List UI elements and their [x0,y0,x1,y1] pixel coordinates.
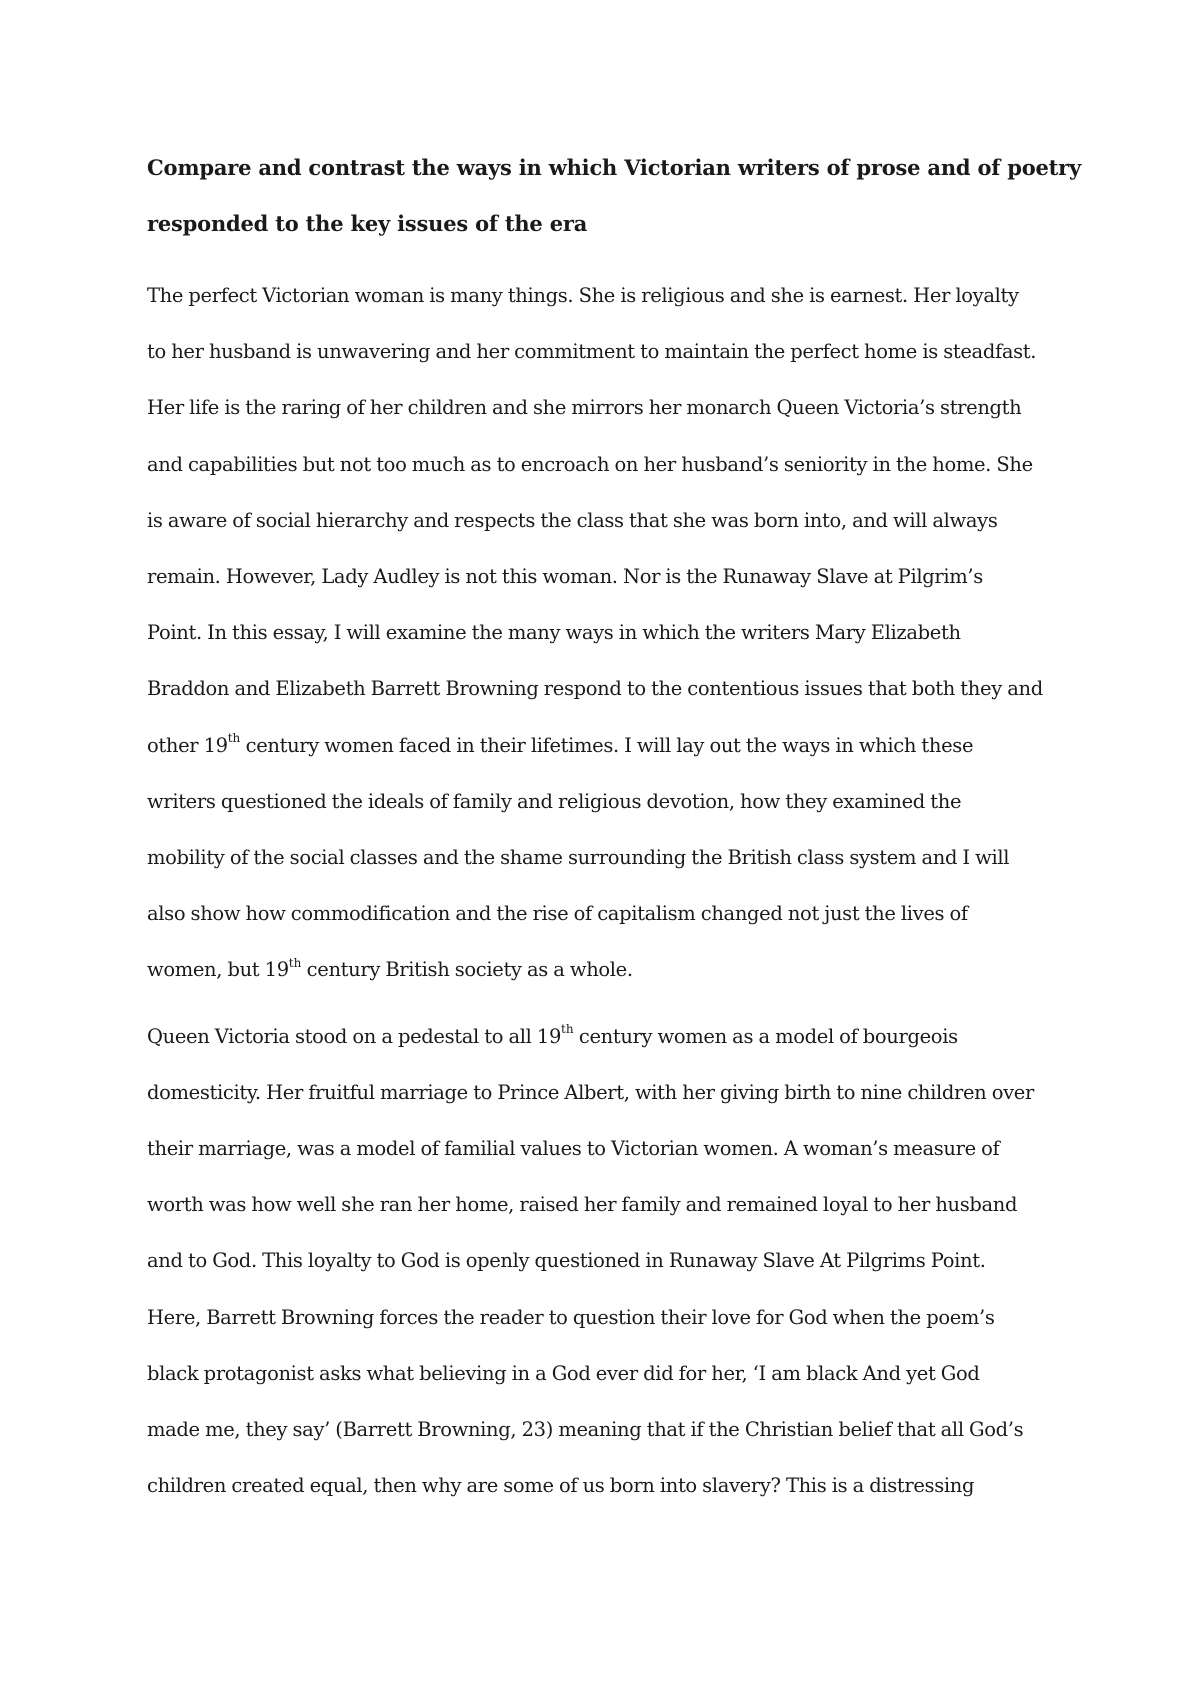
text-line: remain. However, Lady Audley is not this woman. Nor is the Runaway Slave at Pilgrim’s [147,565,983,589]
text-run: century women as a model of bourgeois [573,1024,958,1048]
text-run: women, but 19 [147,958,289,982]
text-line: to her husband is unwavering and her commitment to maintain the perfect home is steadfast. [147,340,1037,364]
text-line: black protagonist asks what believing in a God ever did for her, ‘I am black And yet God [147,1361,980,1385]
ordinal-superscript: th [561,1022,574,1037]
text-line: worth was how well she ran her home, raised her family and remained loyal to her husband [147,1193,1018,1217]
text-line: is aware of social hierarchy and respects the class that she was born into, and will always [147,508,998,532]
text-run: century women faced in their lifetimes. I will lay out the ways in which these [240,733,974,757]
text-line [147,718,1067,774]
text-line: also show how commodification and the rise of capitalism changed not just the lives of [147,902,968,926]
text-line: and to God. This loyalty to God is openly questioned in Runaway Slave At Pilgrims Point. [147,1249,986,1273]
text-line: domesticity. Her fruitful marriage to Prince Albert, with her giving birth to nine children over [147,1080,1034,1104]
paragraph-intro [147,268,1067,999]
text-line [147,1009,1067,1065]
text-run: other 19 [147,733,228,757]
text-line: mobility of the social classes and the shame surrounding the British class system and I will [147,846,1010,870]
text-line: Braddon and Elizabeth Barrett Browning respond to the contentious issues that both they and [147,677,1043,701]
text-line: made me, they say’ (Barrett Browning, 23) meaning that if the Christian belief that all God’s [147,1418,1024,1442]
essay-title-line: Compare and contrast the ways in which Victorian writers of prose and of poetry [147,155,1082,180]
essay-title-line: responded to the key issues of the era [147,211,588,236]
ordinal-superscript: th [227,731,241,746]
text-run: Queen Victoria stood on a pedestal to all 19 [147,1024,561,1048]
text-line [147,942,1067,998]
text-line: Here, Barrett Browning forces the reader to question their love for God when the poem’s [147,1305,995,1329]
text-line: Point. In this essay, I will examine the many ways in which the writers Mary Elizabeth [147,621,961,645]
ordinal-superscript: th [288,955,302,970]
text-line: and capabilities but not too much as to encroach on her husband’s seniority in the home. She [147,452,1033,476]
paragraph-queen-victoria [147,1009,1067,1515]
text-run: century British society as a whole. [301,958,633,982]
essay-title [147,140,1082,252]
text-line: children created equal, then why are some of us born into slavery? This is a distressing [147,1474,975,1498]
text-line: writers questioned the ideals of family and religious devotion, how they examined the [147,789,962,813]
text-line: Her life is the raring of her children and she mirrors her monarch Queen Victoria’s strength [147,396,1022,420]
text-line: their marriage, was a model of familial values to Victorian women. A woman’s measure of [147,1137,1000,1161]
document-body [147,140,1082,1514]
text-line: The perfect Victorian woman is many things. She is religious and she is earnest. Her loyalty [147,284,1019,307]
